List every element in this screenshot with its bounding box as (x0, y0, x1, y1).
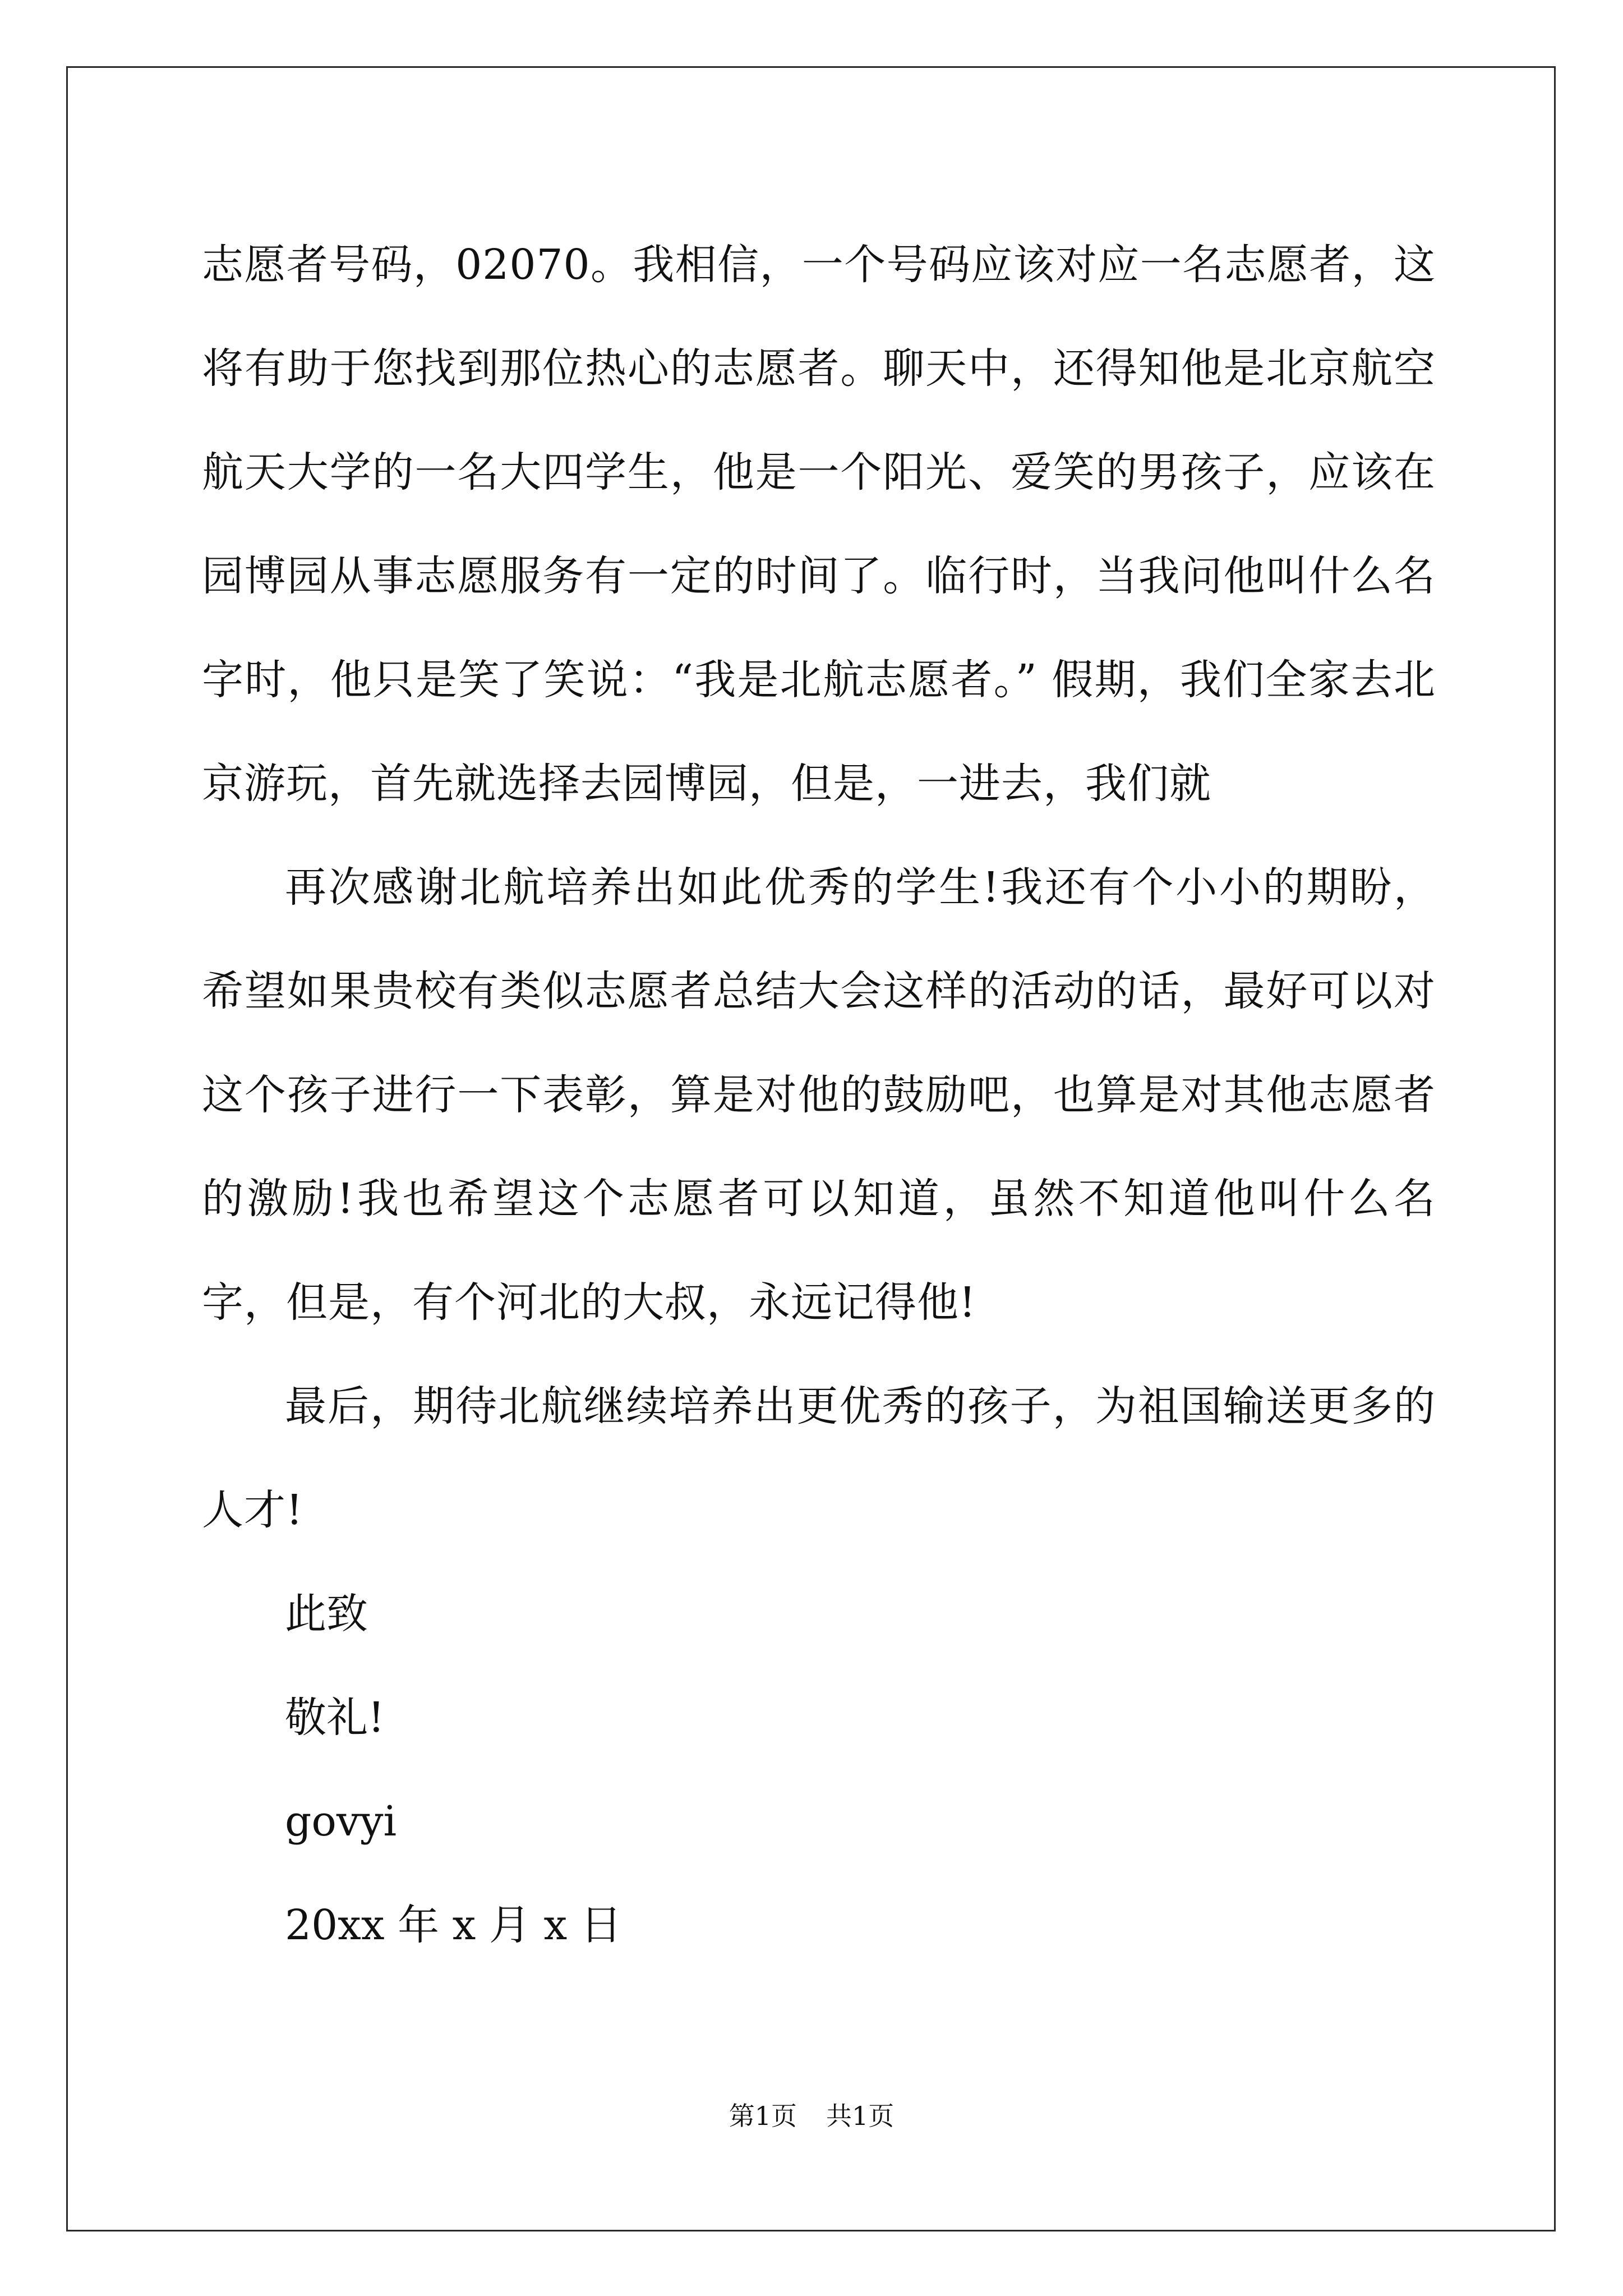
salutation-line-1: 此致 (285, 1590, 368, 1638)
salutation-line-2: 敬礼! (285, 1694, 385, 1742)
letter-body (202, 213, 1436, 1977)
paragraph-1: 志愿者号码，02070。我相信，一个号码应该对应一名志愿者，这将有助于您找到那位热心的志愿者。聊天中，还得知他是北京航空航天大学的一名大四学生，他是一个阳光、爱笑的男孩子，应该在园博园从事志愿服务有一定的时间了。临行时，当我问他叫什么名字时，他只是笑了笑说：“我是北航志愿者。” 假期，我们全家去北京游玩，首先就选择去园博园，但是，一进去，我们就 (202, 241, 1436, 808)
page-number-total: 共1页 (826, 2101, 895, 2131)
paragraph-2: 再次感谢北航培养出如此优秀的学生!我还有个小小的期盼，希望如果贵校有类似志愿者总结大会这样的活动的话，最好可以对这个孩子进行一下表彰，算是对他的鼓励吧，也算是对其他志愿者的激励!我也希望这个志愿者可以知道，虽然不知道他叫什么名字，但是，有个河北的大叔，永远记得他! (202, 863, 1436, 1327)
page-footer (0, 2099, 1623, 2133)
page-number-current: 第1页 (728, 2101, 797, 2131)
letter-date: 20xx 年 x 月 x 日 (285, 1901, 622, 1949)
paragraph-3: 最后，期待北航继续培养出更优秀的孩子，为祖国输送更多的人才! (202, 1382, 1436, 1534)
signature: govyi (285, 1797, 397, 1846)
